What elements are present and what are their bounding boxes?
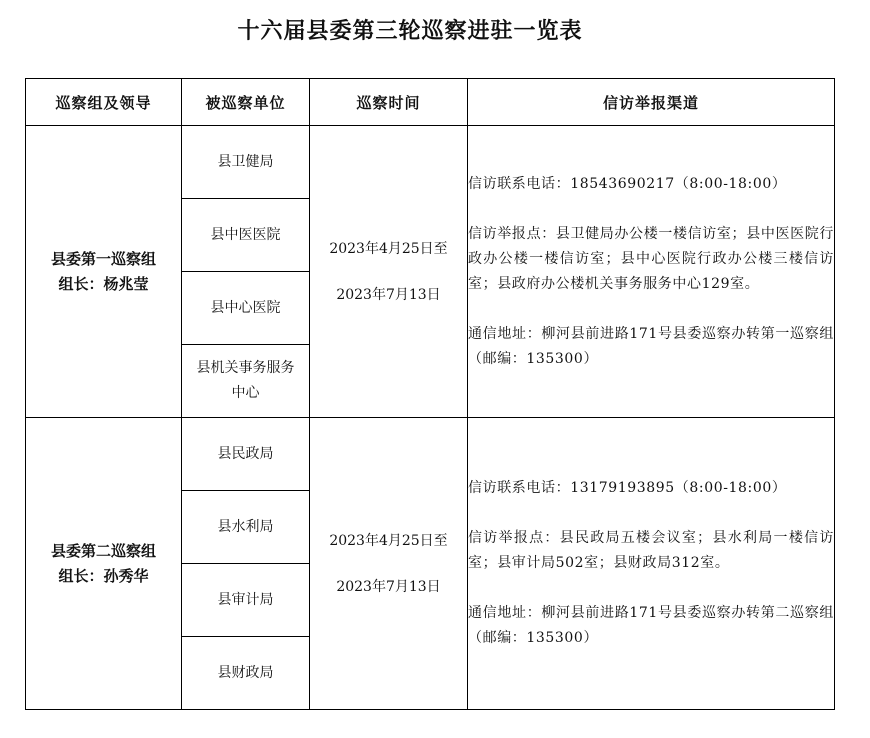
header-unit: 被巡察单位	[182, 79, 310, 126]
group-name: 县委第二巡察组	[50, 541, 156, 560]
unit-name: 县审计局	[217, 591, 274, 608]
table-row	[26, 126, 835, 199]
header-group: 巡察组及领导	[26, 79, 182, 126]
table-row	[26, 418, 835, 491]
time-end: 2023年7月13日	[336, 286, 441, 303]
contact-phone: 信访联系电话：13179193895（8:00-18:00）	[468, 480, 787, 496]
header-channel: 信访举报渠道	[468, 79, 835, 126]
mailing-address: 通信地址：柳河县前进路171号县委巡察办转第一巡察组（邮编：135300）	[468, 325, 834, 367]
page-title: 十六届县委第三轮巡察进驻一览表	[237, 18, 583, 44]
unit-cell	[182, 491, 310, 564]
unit-name: 县卫健局	[217, 153, 274, 170]
time-end: 2023年7月13日	[336, 578, 441, 595]
channel-cell	[468, 126, 835, 418]
group-cell	[26, 418, 182, 710]
unit-cell	[182, 637, 310, 710]
group-name: 县委第一巡察组	[50, 249, 156, 268]
unit-cell	[182, 199, 310, 272]
table-header-row	[26, 79, 835, 126]
unit-cell	[182, 345, 310, 418]
time-cell	[310, 418, 468, 710]
mailing-address: 通信地址：柳河县前进路171号县委巡察办转第二巡察组（邮编：135300）	[468, 605, 834, 646]
unit-cell	[182, 126, 310, 199]
header-time: 巡察时间	[310, 79, 468, 126]
group-leader: 组长：杨兆莹	[58, 274, 149, 293]
unit-name: 县财政局	[217, 664, 274, 681]
unit-name: 县机关事务服务中心	[196, 360, 295, 401]
group-cell	[26, 126, 182, 418]
channel-cell	[468, 418, 835, 710]
report-points: 信访举报点：县民政局五楼会议室；县水利局一楼信访室；县审计局502室；县财政局312室。	[468, 530, 834, 571]
group-leader: 组长：孙秀华	[58, 566, 149, 585]
time-start: 2023年4月25日至	[329, 532, 448, 549]
unit-name: 县民政局	[217, 445, 274, 462]
report-points: 信访举报点：县卫健局办公楼一楼信访室；县中医医院行政办公楼一楼信访室；县中心医院行政办公楼三楼信访室；县政府办公楼机关事务服务中心129室。	[468, 225, 834, 292]
unit-name: 县水利局	[217, 518, 274, 535]
unit-cell	[182, 418, 310, 491]
unit-cell	[182, 564, 310, 637]
time-cell	[310, 126, 468, 418]
time-start: 2023年4月25日至	[329, 240, 448, 257]
inspection-table	[25, 78, 835, 710]
unit-name: 县中心医院	[210, 299, 281, 316]
unit-cell	[182, 272, 310, 345]
contact-phone: 信访联系电话：18543690217（8:00-18:00）	[468, 175, 787, 192]
unit-name: 县中医医院	[210, 226, 281, 243]
